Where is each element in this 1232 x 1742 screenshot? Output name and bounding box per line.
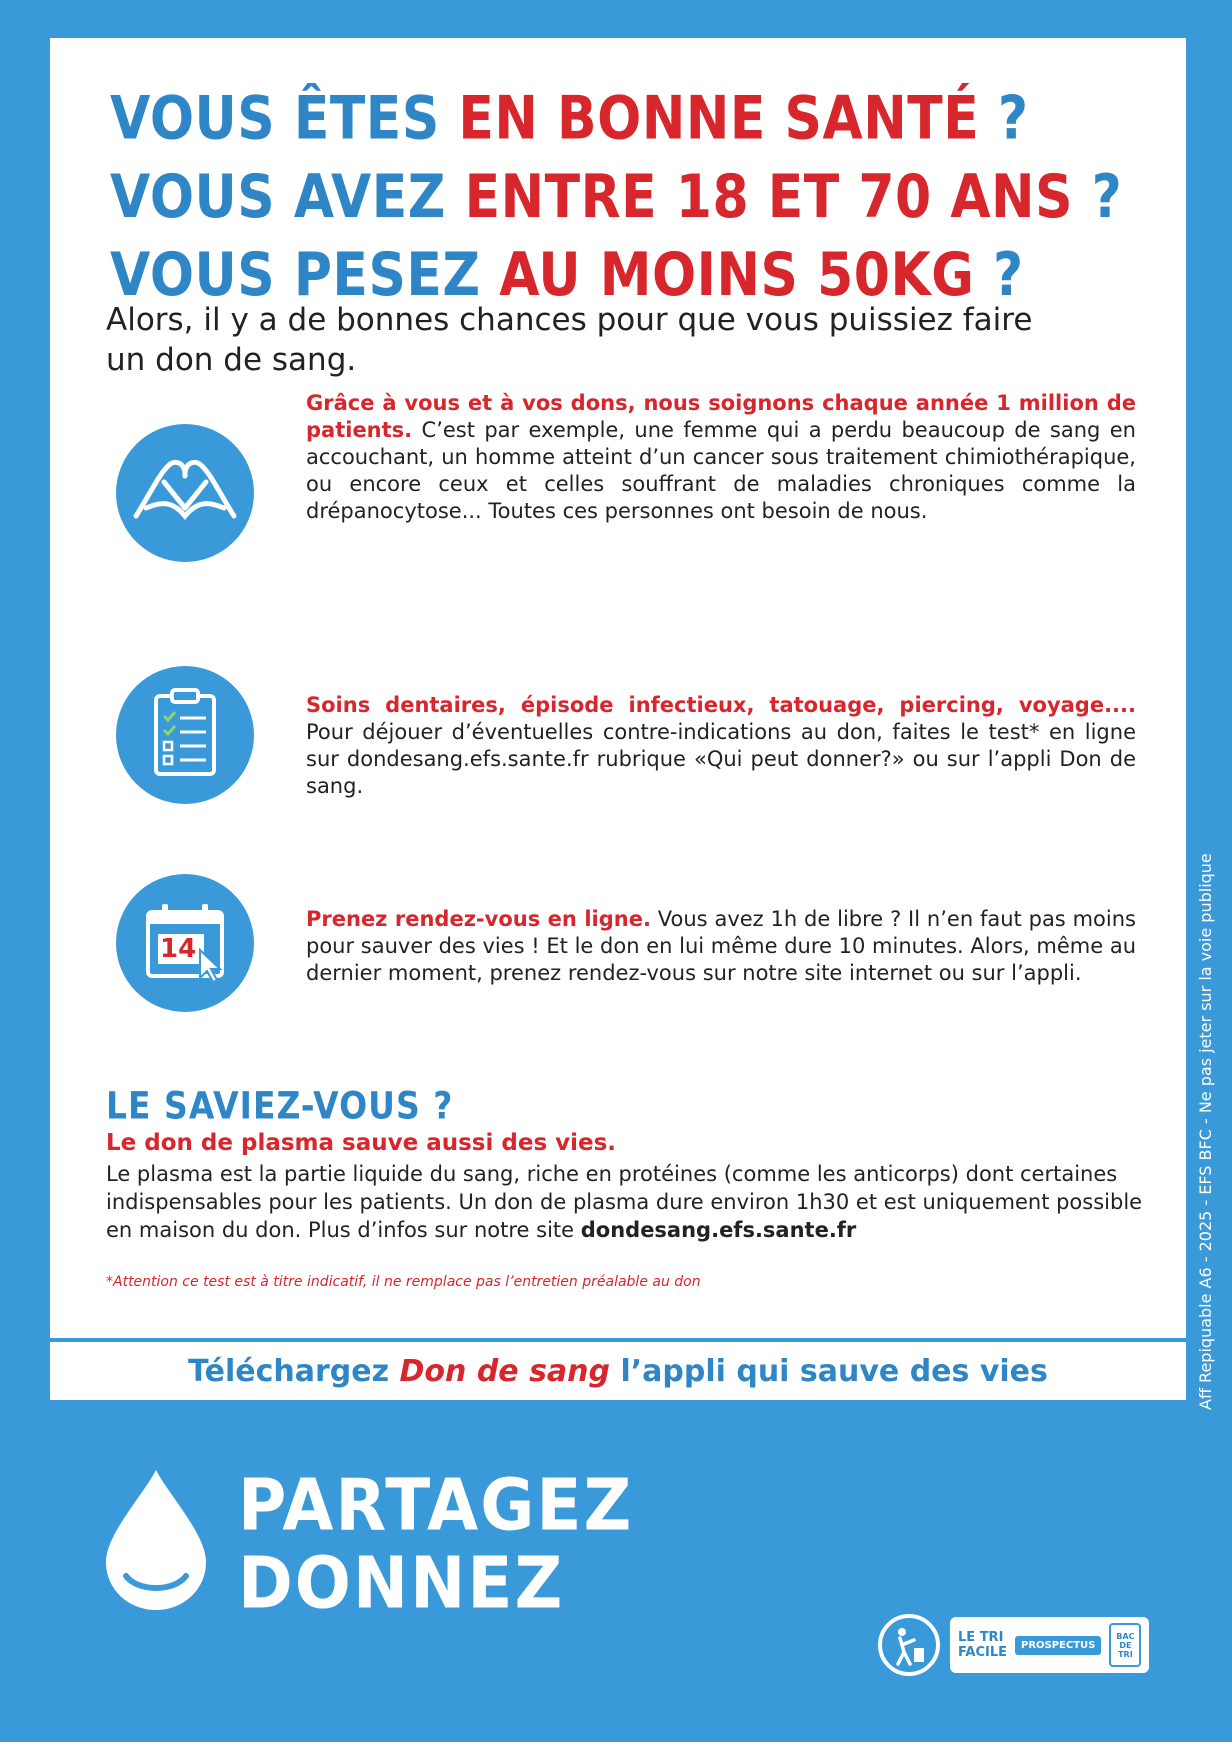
brand-words — [238, 1463, 634, 1625]
headline-1-blue: VOUS ÊTES — [110, 84, 459, 154]
tri-label-1: LE TRI — [958, 1630, 1004, 1645]
headline-2-q: ? — [1073, 162, 1123, 232]
side-legal-text: Aff Repiquable A6 - 2025 - EFS BFC - Ne pas jeter sur la voie publique — [1196, 853, 1215, 1410]
info-body-contraindications: Pour déjouer d’éventuelles contre-indications au don, faites le test* en ligne sur dondesang.efs.sante.fr rubrique «Qui peut donner?» ou sur l’appli Don de sang. — [306, 720, 1136, 798]
headline-3-q: ? — [974, 241, 1024, 310]
tri-label-2: FACILE — [958, 1645, 1007, 1660]
recycle-person-icon — [876, 1612, 942, 1678]
brand-line-2: DONNEZ — [238, 1541, 565, 1625]
headline-3-blue: VOUS PESEZ — [110, 241, 500, 310]
calendar-day: 14 — [160, 934, 197, 964]
info-lead-patients: Grâce à vous et à vos dons, nous soignons chaque année 1 million de patients. — [306, 391, 1136, 442]
heart-hands-icon — [116, 424, 254, 562]
headline-2-red: ENTRE 18 ET 70 ANS — [464, 162, 1074, 232]
saviez-title: LE SAVIEZ-VOUS ? — [106, 1084, 454, 1128]
headline-3-red: AU MOINS 50KG — [499, 241, 975, 310]
clipboard-checklist-icon — [116, 666, 254, 804]
brand-line-1: PARTAGEZ — [238, 1463, 634, 1547]
saviez-subtitle: Le don de plasma sauve aussi des vies. — [106, 1130, 617, 1156]
headline-2-blue: VOUS AVEZ — [110, 162, 465, 232]
info-lead-contraindications: Soins dentaires, épisode infectieux, tatouage, piercing, voyage.... — [306, 693, 1136, 717]
footnote: *Attention ce test est à titre indicatif, il ne remplace pas l’entretien préalable au don — [106, 1274, 701, 1290]
app-band-name: Don de sang — [399, 1353, 611, 1389]
headline-1-red: EN BONNE SANTÉ — [458, 84, 980, 154]
saviez-body — [106, 1160, 1146, 1244]
tri-bin-icon: BAC DE TRI — [1109, 1623, 1141, 1667]
headline-line-1 — [110, 80, 1122, 158]
app-band-prefix: Téléchargez — [188, 1353, 400, 1389]
info-text-contraindications — [306, 692, 1136, 800]
tri-category: PROSPECTUS — [1015, 1636, 1101, 1655]
brand-logo — [96, 1463, 634, 1625]
app-download-band — [50, 1342, 1186, 1400]
info-body-appointment: Vous avez 1h de libre ? Il n’en faut pas moins pour sauver des vies ! Et le don en lui même dure 10 minutes. Alors, même au dernier moment, prenez rendez-vous sur notre site internet ou sur l’appli. — [306, 907, 1136, 985]
calendar-click-icon — [116, 874, 254, 1012]
blood-drop-icon — [96, 1464, 216, 1614]
tri-logo — [876, 1610, 1176, 1680]
info-body-patients: C’est par exemple, une femme qui a perdu beaucoup de sang en accouchant, un homme atteint d’un cancer sous traitement chimiothérapique, ou encore ceux et celles souffrant de maladies chroniques comme la drépanocytose... Toutes ces personnes ont besoin de nous. — [306, 418, 1136, 523]
tri-badge — [950, 1617, 1149, 1673]
headline-1-q: ? — [979, 84, 1029, 154]
intro-text: Alors, il y a de bonnes chances pour que vous puissiez faire un don de sang. — [106, 302, 1033, 378]
saviez-body-text: Le plasma est la partie liquide du sang, riche en protéines (comme les anticorps) dont certaines indispensables pour les patients. Un don de plasma dure environ 1h30 et est uniquement possible en maison du don. Plus d’infos sur notre site — [106, 1162, 1143, 1242]
headline-line-2 — [110, 158, 1122, 236]
headline — [110, 80, 1122, 315]
info-text-patients — [306, 390, 1136, 525]
app-band-suffix: l’appli qui sauve des vies — [610, 1353, 1048, 1389]
poster-card — [50, 38, 1186, 1338]
tri-label — [958, 1630, 1007, 1660]
saviez-website: dondesang.efs.sante.fr — [580, 1218, 857, 1242]
info-text-appointment — [306, 906, 1136, 987]
info-lead-appointment: Prenez rendez-vous en ligne. — [306, 907, 651, 931]
